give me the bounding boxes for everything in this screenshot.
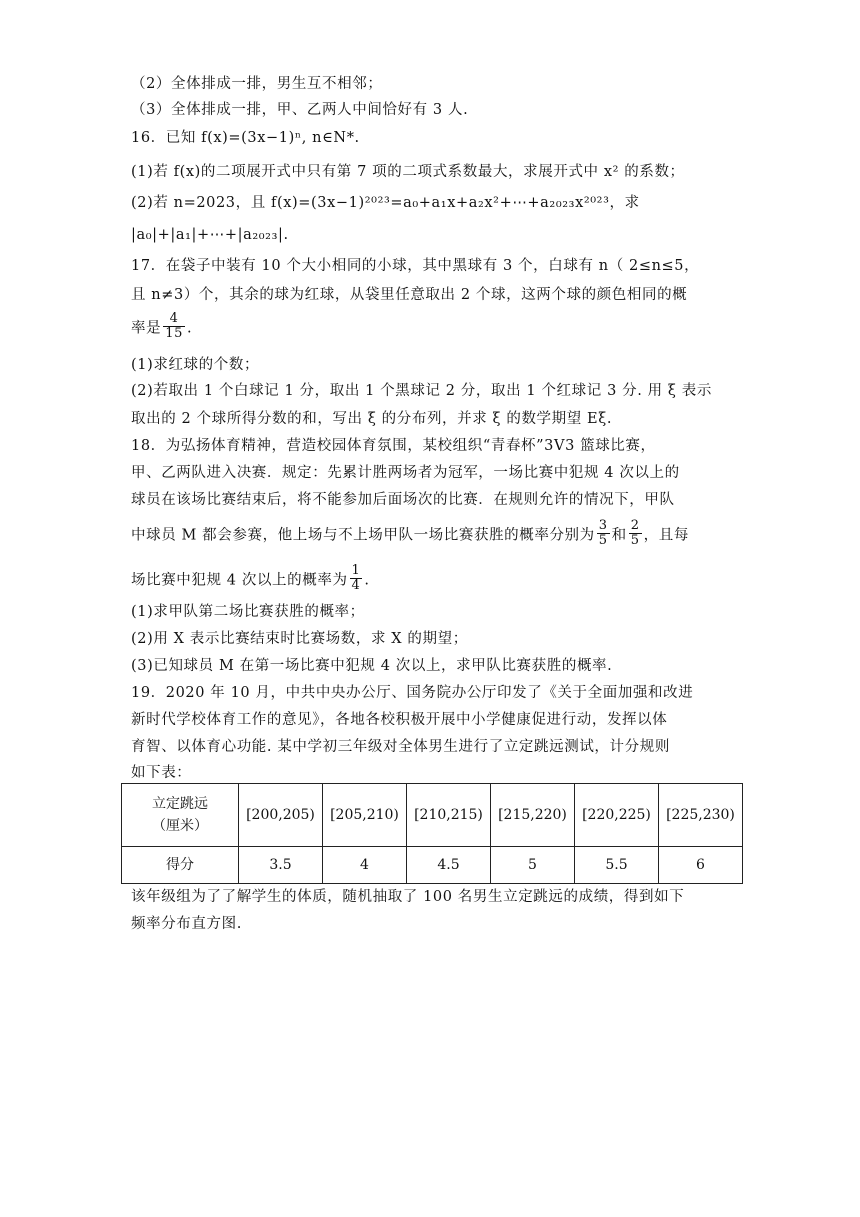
q17-stem-line2: 且 n≠3）个，其余的球为红球，从袋里任意取出 2 个球，这两个球的颜色相同的概 bbox=[131, 287, 688, 303]
q18-part1: (1)求甲队第二场比赛获胜的概率； bbox=[131, 604, 365, 620]
q15-part2: （2）全体排成一排，男生互不相邻； bbox=[131, 76, 383, 92]
q19-stem-line2: 新时代学校体育工作的意见》，各地各校积极开展中小学健康促进行动，发挥以体 bbox=[131, 712, 668, 728]
q16-stem: 16．已知 f(x)=(3x−1)ⁿ, n∈N*. bbox=[131, 130, 360, 146]
table-header-cell: 立定跳远 （厘米） bbox=[122, 784, 239, 847]
q15-part3: （3）全体排成一排，甲、乙两人中间恰好有 3 人. bbox=[131, 102, 469, 118]
range-cell: [225,230) bbox=[659, 784, 743, 847]
q17-text: 率是 bbox=[131, 320, 162, 337]
range-cell: [200,205) bbox=[239, 784, 323, 847]
table-row bbox=[122, 784, 743, 847]
range-cell: [220,225) bbox=[575, 784, 659, 847]
q19-stem-line4: 如下表： bbox=[131, 765, 192, 781]
score-cell: 4.5 bbox=[407, 847, 491, 884]
q17-stem-line1: 17．在袋子中装有 10 个大小相同的小球，其中黑球有 3 个，白球有 n（ 2≤n≤5， bbox=[131, 258, 700, 274]
q18-stem-line3: 球员在该场比赛结束后，将不能参加后面场次的比赛．在规则允许的情况下，甲队 bbox=[131, 492, 675, 508]
score-cell: 3.5 bbox=[239, 847, 323, 884]
score-label-cell: 得分 bbox=[122, 847, 239, 884]
q18-stem-line4: 中球员 M 都会参赛，他上场与不上场甲队一场比赛获胜的概率分别为 $\frac{3}{5}$ 和 $\frac{2}{5}$ ，且每 bbox=[131, 518, 689, 548]
q18-fraction-2-5: $\frac{2}{5}$ bbox=[630, 518, 640, 548]
q18-part2: (2)用 X 表示比赛结束时比赛场数，求 X 的期望； bbox=[131, 631, 468, 647]
score-cell: 6 bbox=[659, 847, 743, 884]
range-cell: [215,220) bbox=[491, 784, 575, 847]
q19-stem-line1: 19．2020 年 10 月，中共中央办公厅、国务院办公厅印发了《关于全面加强和改进 bbox=[131, 685, 694, 701]
q17-part2-line2: 取出的 2 个球所得分数的和，写出 ξ 的分布列，并求 ξ 的数学期望 Eξ. bbox=[131, 411, 613, 427]
q17-stem-line3: 率是 $\frac{4}{15}$ . bbox=[131, 311, 193, 341]
q18-stem-line2: 甲、乙两队进入决赛．规定：先累计胜两场者为冠军，一场比赛中犯规 4 次以上的 bbox=[131, 465, 680, 481]
score-cell: 4 bbox=[323, 847, 407, 884]
range-cell: [210,215) bbox=[407, 784, 491, 847]
score-cell: 5.5 bbox=[575, 847, 659, 884]
q19-stem-line3: 育智、以体育心功能. 某中学初三年级对全体男生进行了立定跳远测试，计分规则 bbox=[131, 739, 670, 755]
q16-part2: (2)若 n=2023，且 f(x)=(3x−1)²⁰²³=a₀+a₁x+a₂x²+⋯+a₂₀₂₃x²⁰²³，求 bbox=[131, 195, 640, 211]
q17-fraction: $\frac{4}{15}$ bbox=[165, 311, 183, 341]
q18-stem-line1: 18．为弘扬体育精神，营造校园体育氛围，某校组织“青春杯”3V3 篮球比赛， bbox=[131, 438, 656, 454]
q19-after-table-line2: 频率分布直方图. bbox=[131, 916, 242, 932]
range-cell: [205,210) bbox=[323, 784, 407, 847]
q16-part1: (1)若 f(x)的二项展开式中只有第 7 项的二项式系数最大，求展开式中 x² 的系数； bbox=[131, 164, 685, 180]
q18-stem-line5: 场比赛中犯规 4 次以上的概率为 $\frac{1}{4}$ . bbox=[131, 563, 370, 593]
score-cell: 5 bbox=[491, 847, 575, 884]
q18-fraction-3-5: $\frac{3}{5}$ bbox=[598, 518, 608, 548]
q17-part2-line1: (2)若取出 1 个白球记 1 分，取出 1 个黑球记 2 分，取出 1 个红球记 3 分. 用 ξ 表示 bbox=[131, 383, 712, 399]
q17-part1: (1)求红球的个数； bbox=[131, 357, 260, 373]
q19-after-table-line1: 该年级组为了了解学生的体质，随机抽取了 100 名男生立定跳远的成绩，得到如下 bbox=[131, 889, 685, 905]
q18-fraction-1-4: $\frac{1}{4}$ bbox=[351, 563, 361, 593]
q18-part3: (3)已知球员 M 在第一场比赛中犯规 4 次以上，求甲队比赛获胜的概率. bbox=[131, 658, 613, 674]
scoring-table bbox=[121, 783, 743, 884]
q16-part2-cont: |a₀|+|a₁|+⋯+|a₂₀₂₃|. bbox=[131, 227, 289, 243]
table-row bbox=[122, 847, 743, 884]
